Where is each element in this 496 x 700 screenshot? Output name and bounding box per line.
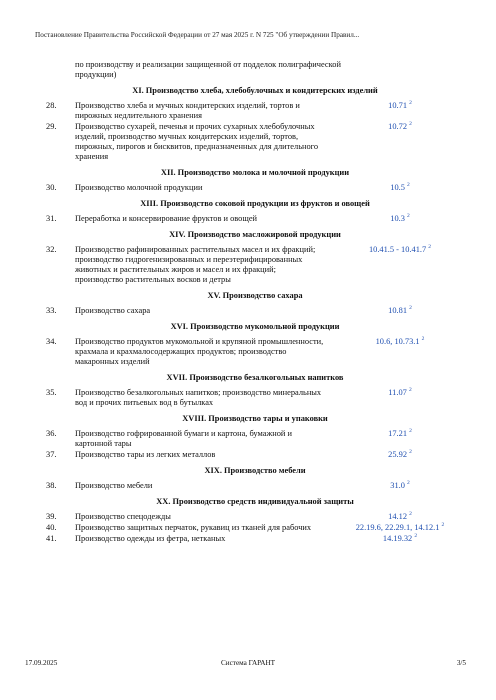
okved-code: 10.41.5 - 10.41.7 (368, 245, 427, 254)
table-row (35, 183, 475, 193)
section-heading: XIV. Производство масложировой продукции (169, 230, 341, 239)
row-number: 38. (46, 481, 57, 490)
footnote-ref[interactable]: 2 (407, 213, 410, 220)
okved-code-link[interactable] (325, 481, 475, 491)
table-row (35, 214, 475, 224)
activity-description: Производство сахара (75, 306, 151, 315)
okved-code: 10.3 (390, 214, 405, 223)
okved-code: 10.72 (388, 122, 407, 131)
section-heading: XII. Производство молока и молочной продукции (160, 168, 350, 177)
okved-code: 22.19.6, 22.29.1, 14.12.1 (355, 523, 440, 532)
okved-code-link[interactable] (325, 429, 475, 449)
activity-description: Производство безалкогольных напитков; производство минеральных вод и прочих питьевых вод в бутылках (75, 388, 322, 407)
table-row (35, 481, 475, 491)
activity-description: Производство спецодежды (75, 512, 171, 521)
footnote-ref[interactable]: 2 (409, 428, 412, 435)
table-row (35, 450, 475, 460)
row-number: 29. (46, 122, 57, 131)
okved-code-link[interactable] (325, 337, 475, 367)
section-heading: XIX. Производство мебели (204, 466, 306, 475)
table-row (35, 306, 475, 316)
footnote-ref[interactable]: 2 (407, 182, 410, 189)
document-body (35, 60, 475, 545)
row-number: 39. (46, 512, 57, 521)
activity-description: Переработка и консервирование фруктов и овощей (75, 214, 258, 223)
okved-code: 10.5 (390, 183, 405, 192)
footnote-ref[interactable]: 2 (428, 244, 432, 251)
okved-code-link[interactable] (325, 122, 475, 162)
table-row (35, 534, 475, 544)
footnote-ref[interactable]: 2 (407, 480, 410, 487)
footer-system: Система ГАРАНТ (220, 659, 276, 667)
okved-code: 14.12 (388, 512, 407, 521)
footnote-ref[interactable]: 2 (409, 100, 412, 107)
section-heading: XVIII. Производство тары и упаковки (182, 414, 328, 423)
document-header: Постановление Правительства Российской Федерации от 27 мая 2025 г. N 725 "Об утверждении Правил... (35, 31, 360, 39)
activity-description: Производство мебели (75, 481, 153, 490)
okved-code: 31.0 (390, 481, 405, 490)
okved-code-link[interactable] (325, 534, 475, 544)
okved-code-link[interactable] (325, 183, 475, 193)
okved-code-link[interactable] (325, 523, 475, 533)
activity-description: Производство хлеба и мучных кондитерских изделий, тортов и пирожных недлительного хранения (75, 101, 300, 120)
activity-description: Производство продуктов мукомольной и крупяной промышленности, крахмала и крахмалосодержащих продуктов; производство макаронных изделий (75, 337, 324, 366)
table-row (35, 523, 475, 533)
footnote-ref[interactable]: 2 (409, 449, 412, 456)
continuation-text: по производству и реализации защищенной от подделок полиграфической продукции) (75, 60, 341, 79)
section-heading: XIII. Производство соковой продукции из фруктов и овощей (140, 199, 370, 208)
okved-code-link[interactable] (325, 306, 475, 316)
footnote-ref[interactable]: 2 (414, 533, 418, 540)
okved-code-link[interactable] (325, 450, 475, 460)
okved-code: 17.21 (388, 429, 407, 438)
activity-description: Производство рафинированных растительных масел и их фракций; производство гидрогенизированных и переэтерифицированных животных и растительных жиров и масел и их фракций; производство растительных восков и детры (75, 245, 316, 284)
row-number: 36. (46, 429, 57, 438)
okved-code-link[interactable] (325, 512, 475, 522)
activity-description: Производство одежды из фетра, нетканых (75, 534, 226, 543)
footnote-ref[interactable]: 2 (441, 522, 445, 529)
footer-date: 17.09.2025 (25, 659, 58, 667)
okved-code: 11.07 (388, 388, 407, 397)
row-number: 31. (46, 214, 57, 223)
footnote-ref[interactable]: 2 (409, 511, 412, 518)
okved-code: 25.92 (388, 450, 407, 459)
okved-code-link[interactable] (325, 214, 475, 224)
okved-code-link[interactable] (325, 245, 475, 285)
row-number: 40. (46, 523, 57, 532)
footnote-ref[interactable]: 2 (409, 305, 412, 312)
section-heading: XX. Производство средств индивидуальной защиты (156, 497, 354, 506)
activity-description: Производство тары из легких металлов (75, 450, 216, 459)
okved-code: 10.71 (388, 101, 407, 110)
section-heading: XVII. Производство безалкогольных напитков (166, 373, 344, 382)
row-number: 41. (46, 534, 57, 543)
table-row (35, 122, 475, 162)
row-number: 35. (46, 388, 57, 397)
table-row (35, 429, 475, 449)
activity-description: Производство гофрированной бумаги и картона, бумажной и картонной тары (75, 429, 292, 448)
okved-code: 14.19.32 (382, 534, 413, 543)
table-row (35, 101, 475, 121)
activity-description: Производство защитных перчаток, рукавиц из тканей для рабочих (75, 523, 312, 532)
row-number: 37. (46, 450, 57, 459)
okved-code-link[interactable] (325, 388, 475, 408)
activity-description: Производство сухарей, печенья и прочих сухарных хлебобулочных изделий, производство мучных кондитерских изделий, тортов, пирожных, пирогов и бисквитов, предназначенных для длительного хранения (75, 122, 319, 161)
page-number: 3/5 (456, 659, 466, 667)
section-heading: XI. Производство хлеба, хлебобулочных и кондитерских изделий (132, 86, 378, 95)
footnote-ref[interactable]: 2 (408, 387, 412, 394)
table-row (35, 337, 475, 367)
okved-code-link[interactable] (325, 101, 475, 121)
activity-description: Производство молочной продукции (75, 183, 203, 192)
section-heading: XVI. Производство мукомольной продукции (170, 322, 340, 331)
footnote-ref[interactable]: 2 (409, 121, 412, 128)
row-number: 28. (46, 101, 57, 110)
row-number: 33. (46, 306, 57, 315)
row-number: 34. (46, 337, 57, 346)
table-row (35, 512, 475, 522)
okved-code: 10.81 (388, 306, 407, 315)
table-row (35, 388, 475, 408)
table-row (35, 245, 475, 285)
section-heading: XV. Производство сахара (207, 291, 303, 300)
footnote-ref[interactable]: 2 (421, 336, 425, 343)
row-number: 32. (46, 245, 57, 254)
okved-code: 10.6, 10.73.1 (375, 337, 420, 346)
row-number: 30. (46, 183, 57, 192)
